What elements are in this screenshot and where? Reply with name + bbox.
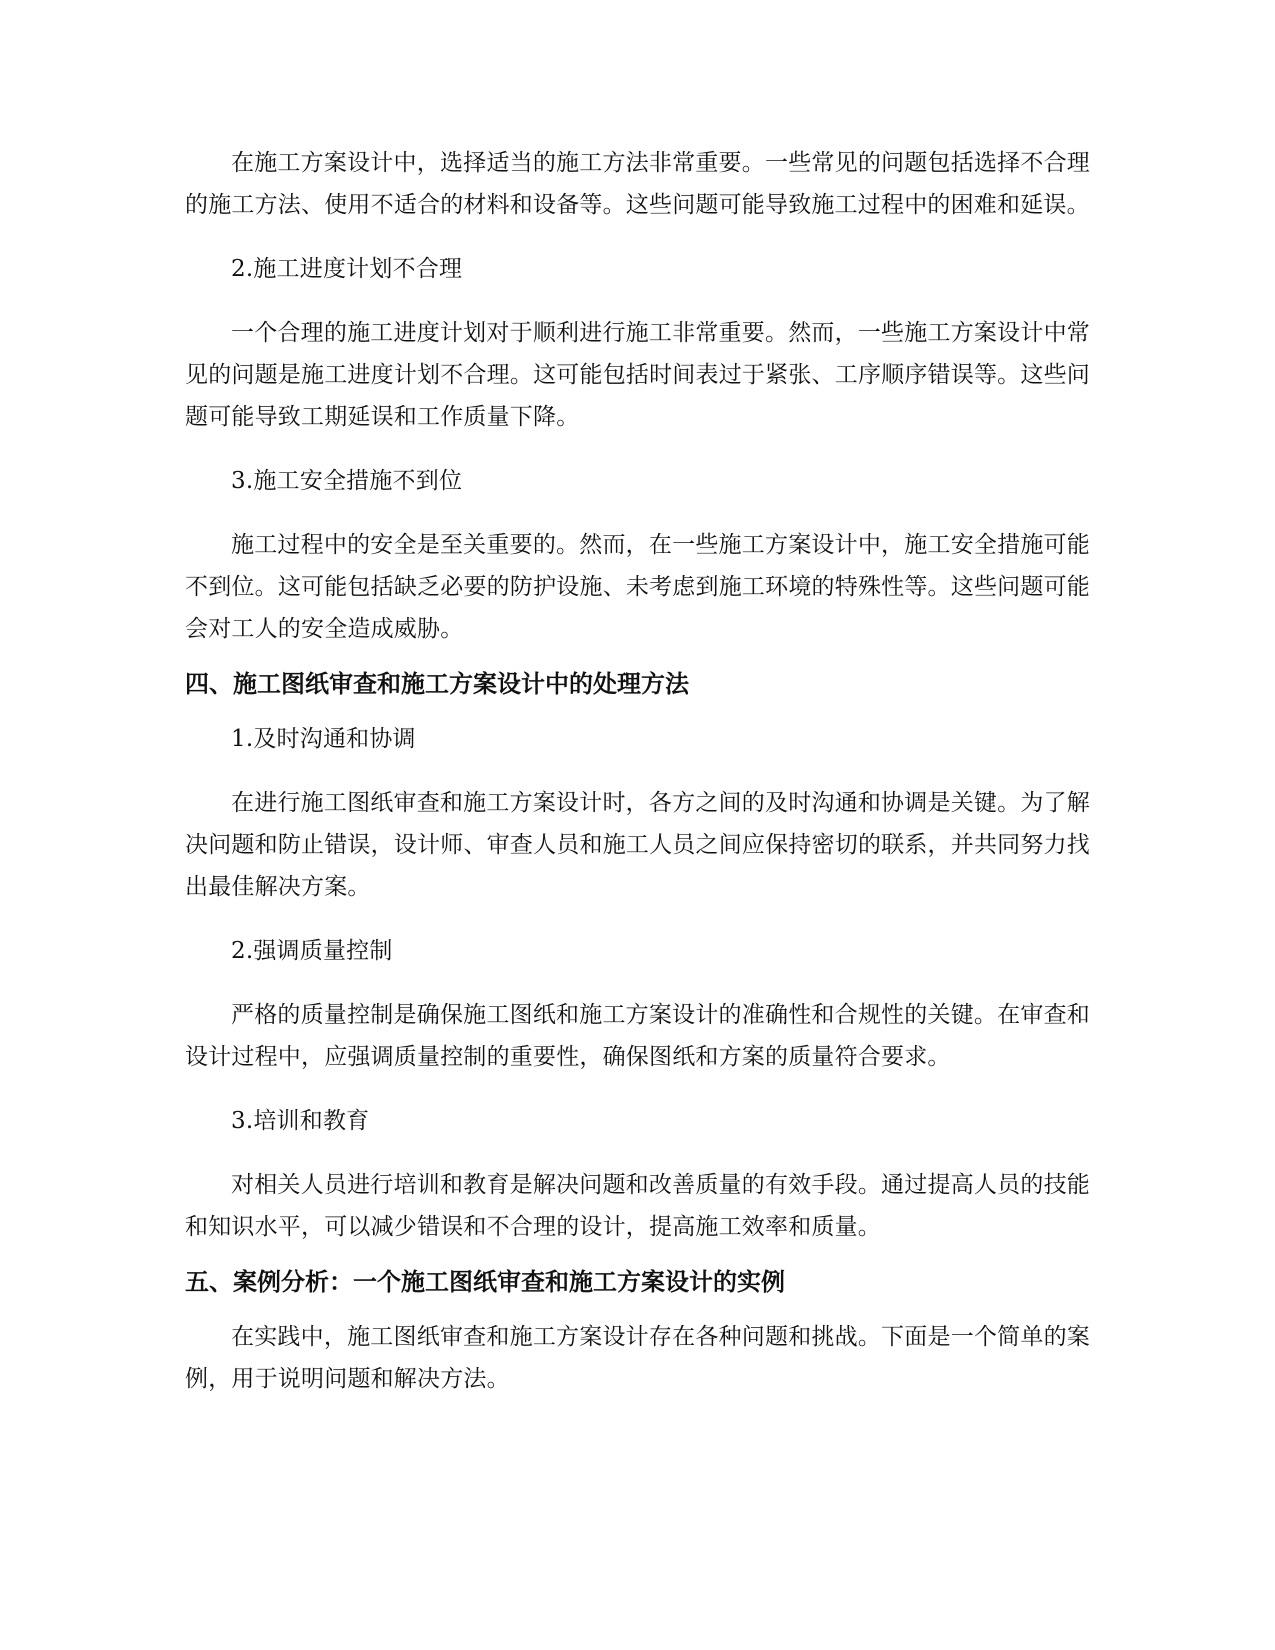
paragraph-communication: 在进行施工图纸审查和施工方案设计时，各方之间的及时沟通和协调是关键。为了解决问题和防止错误，设计师、审查人员和施工人员之间应保持密切的联系，并共同努力找出最佳解决方案。 — [185, 790, 1090, 900]
section-heading-handling-methods: 四、施工图纸审查和施工方案设计中的处理方法 — [185, 670, 689, 698]
paragraph-safety: 施工过程中的安全是至关重要的。然而，在一些施工方案设计中，施工安全措施可能不到位。这可能包括缺乏必要的防护设施、未考虑到施工环境的特殊性等。这些问题可能会对工人的安全造成威胁。 — [185, 532, 1090, 642]
section-heading-case-study: 五、案例分析：一个施工图纸审查和施工方案设计的实例 — [185, 1268, 785, 1296]
item-safety-measures: 3.施工安全措施不到位 — [231, 468, 463, 494]
item-quality-control: 2.强调质量控制 — [231, 938, 393, 964]
item-schedule-unreasonable: 2.施工进度计划不合理 — [231, 256, 463, 282]
item-communication: 1.及时沟通和协调 — [231, 726, 416, 752]
paragraph-case-intro: 在实践中，施工图纸审查和施工方案设计存在各种问题和挑战。下面是一个简单的案例，用于说明问题和解决方法。 — [185, 1324, 1090, 1392]
paragraph-schedule: 一个合理的施工进度计划对于顺利进行施工非常重要。然而，一些施工方案设计中常见的问题是施工进度计划不合理。这可能包括时间表过于紧张、工序顺序错误等。这些问题可能导致工期延误和工作质量下降。 — [185, 320, 1090, 430]
document-page — [185, 142, 1090, 1400]
paragraph-quality-control: 严格的质量控制是确保施工图纸和施工方案设计的准确性和合规性的关键。在审查和设计过程中，应强调质量控制的重要性，确保图纸和方案的质量符合要求。 — [185, 1002, 1090, 1070]
paragraph-construction-method: 在施工方案设计中，选择适当的施工方法非常重要。一些常见的问题包括选择不合理的施工方法、使用不适合的材料和设备等。这些问题可能导致施工过程中的困难和延误。 — [185, 150, 1090, 218]
paragraph-training: 对相关人员进行培训和教育是解决问题和改善质量的有效手段。通过提高人员的技能和知识水平，可以减少错误和不合理的设计，提高施工效率和质量。 — [185, 1172, 1090, 1240]
item-training: 3.培训和教育 — [231, 1108, 370, 1134]
